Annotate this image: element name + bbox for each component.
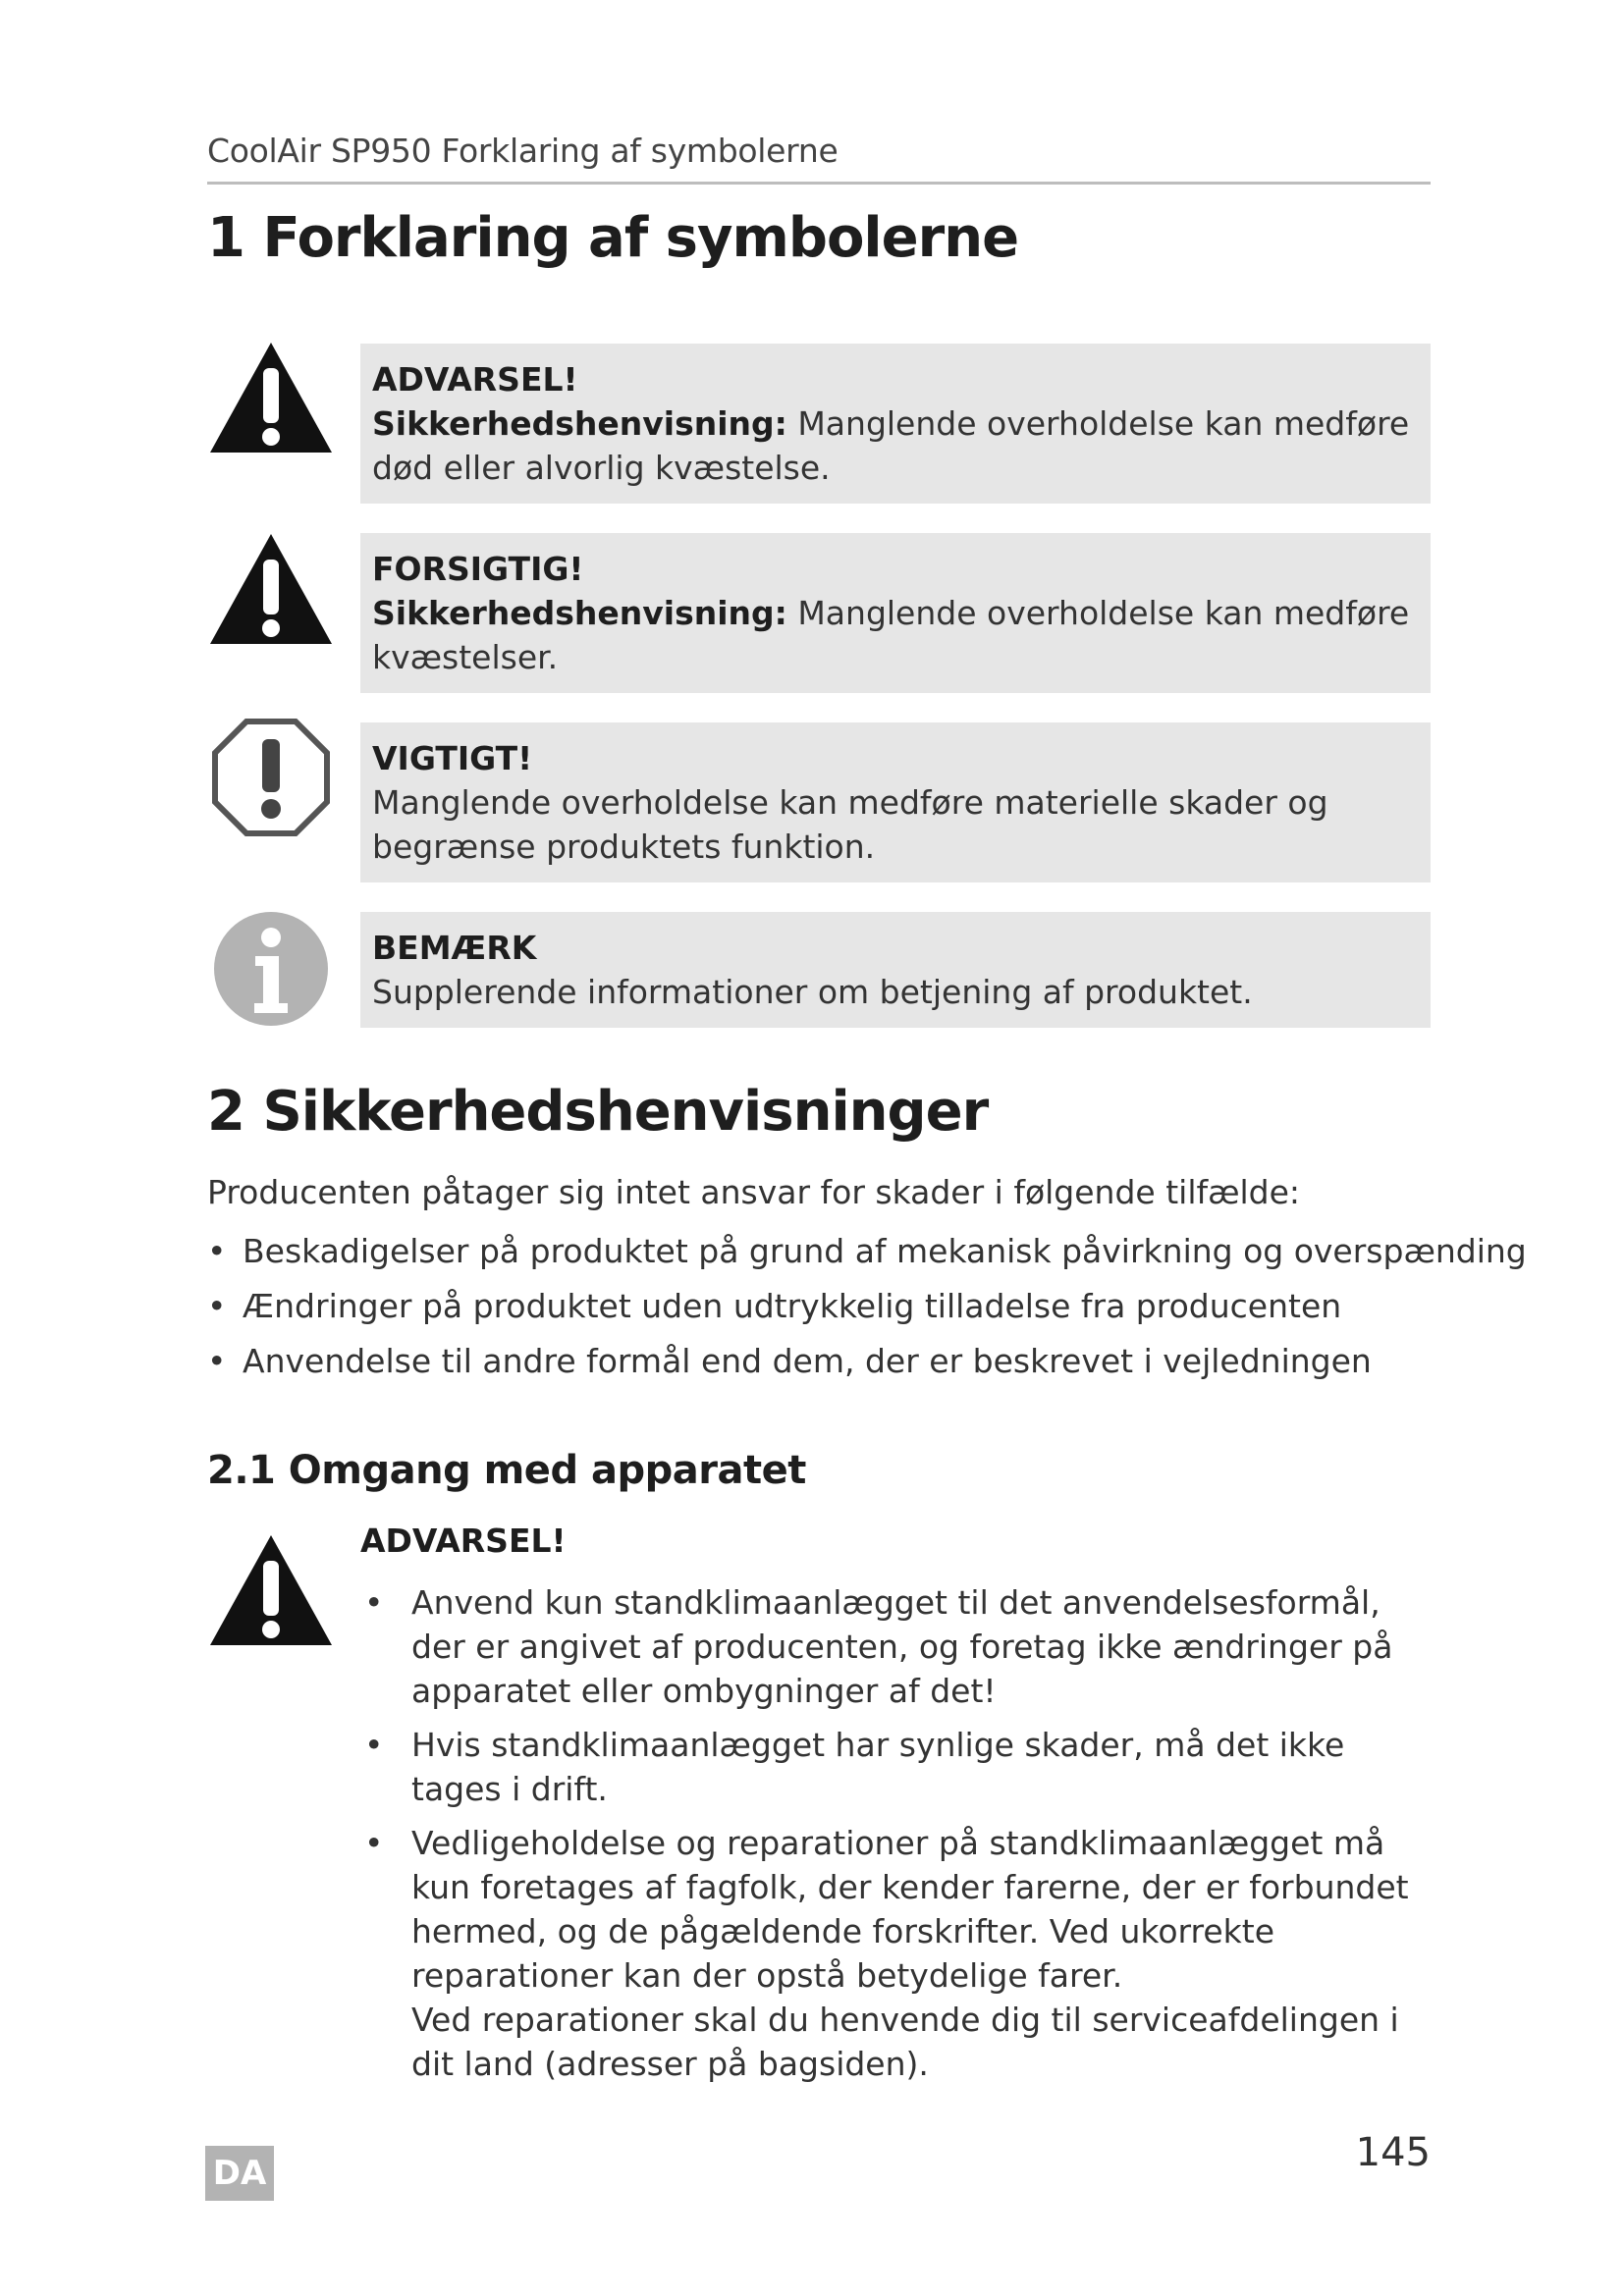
notice-text <box>372 401 1419 490</box>
list-item <box>207 1229 1527 1284</box>
notice-body: Supplerende informationer om betjening af produktet. <box>372 973 1253 1011</box>
list-item-text: Vedligeholdelse og reparationer på standklimaanlægget må kun foretages af fagfolk, der kender farerne, der er forbundet hermed, og de pågældende forskrifter. Ved ukorrekte reparationer kan der opstå betydelige farer. <box>411 1824 1409 1995</box>
notice-advarsel <box>360 344 1431 504</box>
list-item-text: Ændringer på produktet uden udtrykkelig tilladelse fra producenten <box>243 1287 1342 1325</box>
list-item-text: Beskadigelser på produktet på grund af mekanisk påvirkning og overspænding <box>243 1232 1527 1270</box>
language-badge: DA <box>205 2146 274 2201</box>
list-item-text: Hvis standklimaanlægget har synlige skader, må det ikke tages i drift. <box>411 1726 1345 1808</box>
important-octagon-icon <box>207 714 335 841</box>
intro-text: Producenten påtager sig intet ansvar for skader i følgende tilfælde: <box>207 1173 1301 1211</box>
warning-list <box>360 1580 1431 2096</box>
bullet-icon: • <box>207 1287 227 1325</box>
liability-list <box>207 1229 1527 1394</box>
subsection-heading: 2.1 Omgang med apparatet <box>207 1448 806 1493</box>
info-circle-icon <box>207 905 335 1033</box>
notice-label: Sikkerhedshenvisning: <box>372 404 787 443</box>
list-item-text: Anvend kun standklimaanlægget til det anvendelsesformål, der er angivet af producenten, og foretag ikke ændringer på apparatet eller ombygninger af det! <box>411 1583 1393 1710</box>
caution-triangle-icon <box>207 530 335 658</box>
list-item <box>360 1821 1431 2086</box>
notice-body: Manglende overholdelse kan medføre død eller alvorlig kvæstelse. <box>372 404 1410 487</box>
notice-title: VIGTIGT! <box>372 739 533 777</box>
list-item <box>360 1723 1431 1811</box>
notice-title: FORSIGTIG! <box>372 550 584 588</box>
running-header: CoolAir SP950 Forklaring af symbolerne <box>207 132 839 170</box>
notice-title: ADVARSEL! <box>372 360 578 399</box>
header-rule <box>207 182 1431 185</box>
bullet-icon: • <box>364 1583 384 1622</box>
notice-vigtigt <box>360 722 1431 882</box>
notice-forsigtig <box>360 533 1431 693</box>
list-item <box>360 1580 1431 1713</box>
bullet-icon: • <box>364 1726 384 1764</box>
notice-body: Manglende overholdelse kan medføre kvæstelser. <box>372 594 1410 676</box>
notice-body: Manglende overholdelse kan medføre materielle skader og begrænse produktets funktion. <box>372 783 1328 866</box>
list-item <box>207 1284 1527 1339</box>
notice-bemaerk <box>360 912 1431 1028</box>
bullet-icon: • <box>207 1232 227 1270</box>
bullet-icon: • <box>364 1824 384 1862</box>
list-item-note: Ved reparationer skal du henvende dig til serviceafdelingen i dit land (adresser på bagsiden). <box>411 2001 1399 2083</box>
section-heading-safety: 2 Sikkerhedshenvisninger <box>207 1080 989 1144</box>
list-item-text: Anvendelse til andre formål end dem, der er beskrevet i vejledningen <box>243 1342 1372 1380</box>
warning-title: ADVARSEL! <box>360 1522 567 1560</box>
warning-triangle-icon <box>207 1531 335 1659</box>
notice-text <box>372 591 1419 679</box>
warning-triangle-icon <box>207 339 335 466</box>
notice-title: BEMÆRK <box>372 929 537 967</box>
bullet-icon: • <box>207 1342 227 1380</box>
notice-label: Sikkerhedshenvisning: <box>372 594 787 632</box>
section-heading-symbols: 1 Forklaring af symbolerne <box>207 206 1019 270</box>
list-item <box>207 1339 1527 1394</box>
page-number: 145 <box>1355 2130 1431 2175</box>
